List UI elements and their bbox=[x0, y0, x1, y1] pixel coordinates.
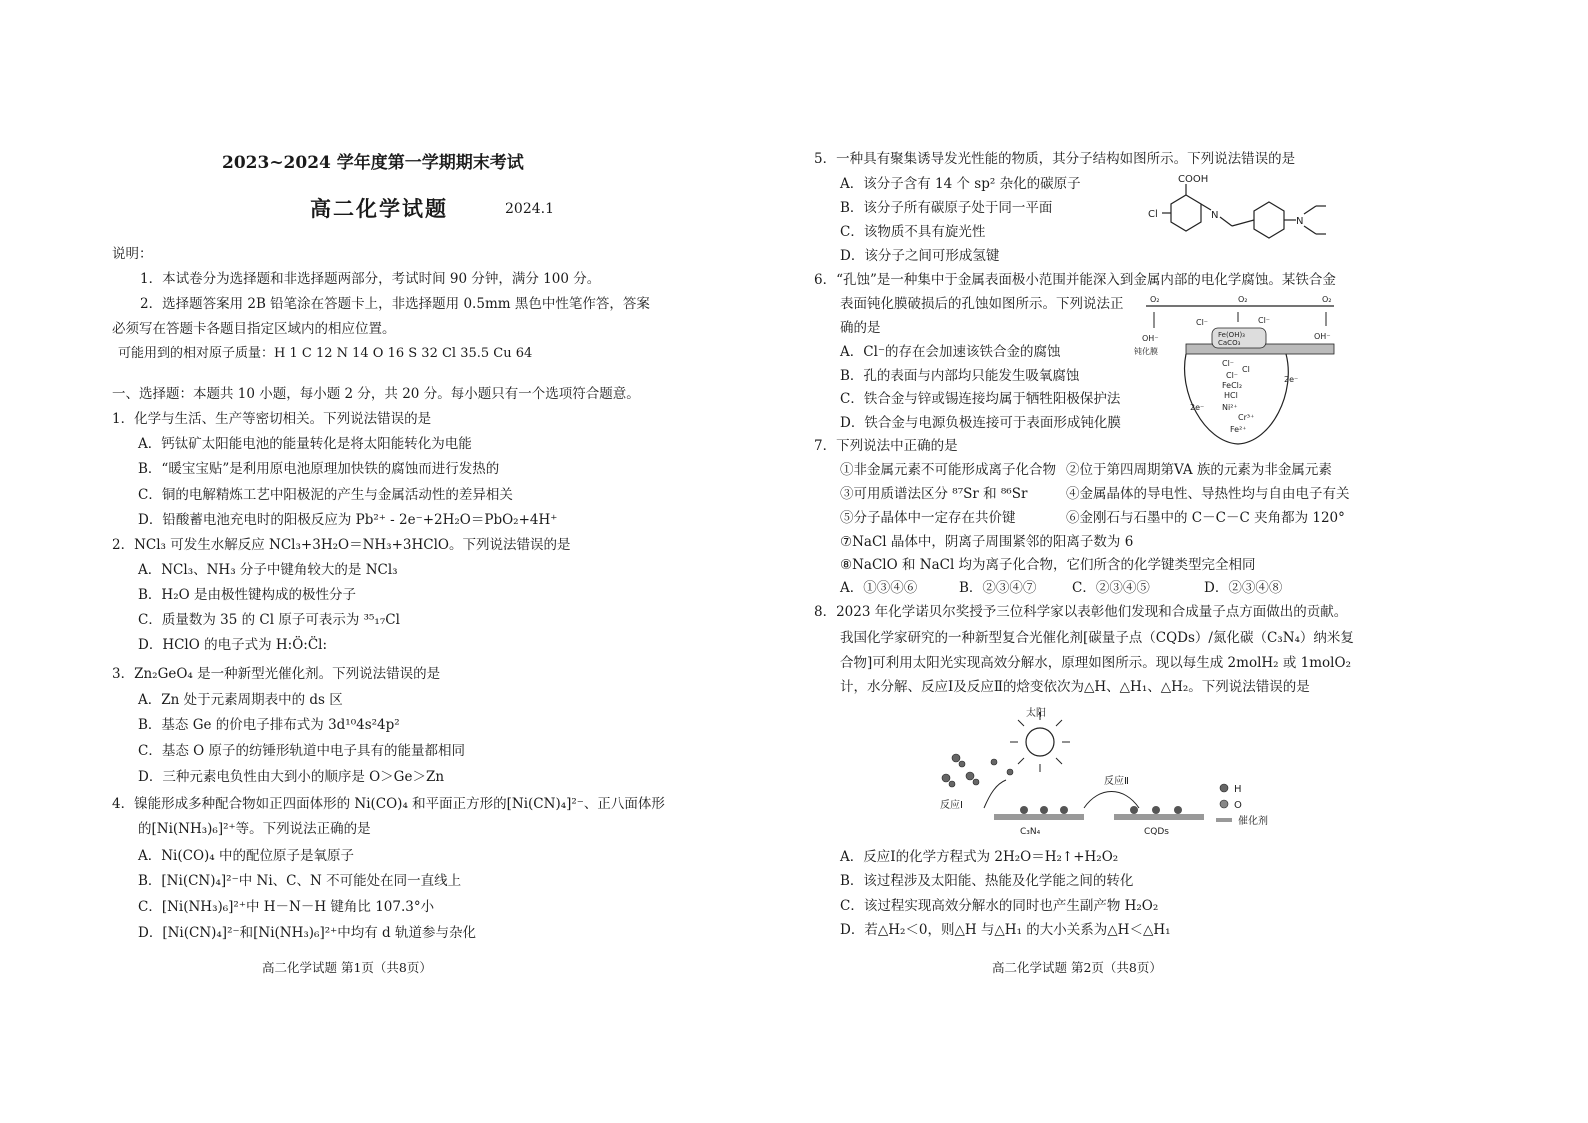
q8-option-b: B．该过程涉及太阳能、热能及化学能之间的转化 bbox=[840, 873, 1134, 889]
q3-option-c: C．基态 O 原子的纺锤形轨道中电子具有的能量都相同 bbox=[138, 743, 465, 759]
q5-option-b: B．该分子所有碳原子处于同一平面 bbox=[840, 200, 1053, 216]
reaction-2-label: 反应Ⅱ bbox=[1104, 776, 1129, 787]
q8-stem-4: 计，水分解、反应Ⅰ及反应Ⅱ的焓变依次为△H、△H₁、△H₂。下列说法错误的是 bbox=[840, 679, 1310, 695]
q4-option-a: A．Ni(CO)₄ 中的配位原子是氧原子 bbox=[138, 848, 355, 864]
q3-option-b: B．基态 Ge 的价电子排布式为 3d¹⁰4s²4p² bbox=[138, 717, 400, 733]
legend-catalyst-icon bbox=[1216, 818, 1232, 822]
ni-label: Ni²⁺ bbox=[1222, 403, 1238, 412]
reaction-1-label: 反应Ⅰ bbox=[940, 800, 963, 811]
q7-statement-2: ②位于第四周期第VA 族的元素为非金属元素 bbox=[1066, 462, 1332, 478]
q4-option-d: D．[Ni(CN)₄]²⁻和[Ni(NH₃)₆]²⁺中均有 d 轨道参与杂化 bbox=[138, 925, 476, 941]
n-amine-label: N bbox=[1296, 216, 1304, 227]
sun-label: 太阳 bbox=[1026, 708, 1046, 719]
q2-stem: 2．NCl₃ 可发生水解反应 NCl₃+3H₂O＝NH₃+3HClO。下列说法错误的是 bbox=[112, 537, 571, 553]
q7-statement-8: ⑧NaClO 和 NaCl 均为离子化合物，它们所含的化学键类型完全相同 bbox=[840, 557, 1256, 573]
o2-label-3: O₂ bbox=[1322, 295, 1332, 304]
q8-option-c: C．该过程实现高效分解水的同时也产生副产物 H₂O₂ bbox=[840, 898, 1159, 914]
q7-statement-6: ⑥金刚石与石墨中的 C－C－C 夹角都为 120° bbox=[1066, 510, 1345, 526]
legend-catalyst-label: 催化剂 bbox=[1238, 816, 1268, 827]
deposit-label-2: CaCO₃ bbox=[1218, 339, 1241, 347]
cqds-label: CQDs bbox=[1144, 827, 1169, 837]
electron-label-right: 2e⁻ bbox=[1284, 375, 1299, 384]
q3-option-a: A．Zn 处于元素周期表中的 ds 区 bbox=[138, 692, 343, 708]
q7-option-b: B．②③④⑦ bbox=[959, 580, 1037, 596]
cr-label: Cr³⁺ bbox=[1238, 413, 1255, 422]
benzene-ring-right bbox=[1254, 202, 1284, 238]
n-imine-label: N bbox=[1211, 210, 1219, 221]
legend-o-label: O bbox=[1234, 800, 1242, 811]
cl-label-2: Cl⁻ bbox=[1258, 316, 1271, 325]
q6-stem-3: 确的是 bbox=[840, 320, 881, 336]
q6-option-a: A．Cl⁻的存在会加速该铁合金的腐蚀 bbox=[840, 344, 1061, 360]
q1-option-d: D．铅酸蓄电池充电时的阳极反应为 Pb²⁺ - 2e⁻+2H₂O＝PbO₂+4H⁺ bbox=[138, 512, 558, 528]
q8-stem-3: 合物]可利用太阳光实现高效分解水，原理如图所示。现以每生成 2molH₂ 或 1molO₂ bbox=[840, 655, 1351, 671]
c3n4-substrate bbox=[994, 814, 1084, 820]
instruction-2-cont: 必须写在答题卡各题目指定区域内的相应位置。 bbox=[112, 321, 396, 337]
molecule-structure-figure bbox=[1144, 170, 1344, 250]
q6-stem-1: 6．“孔蚀”是一种集中于金属表面极小范围并能深入到金属内部的电化学腐蚀。某铁合金 bbox=[814, 272, 1336, 288]
q4-option-c: C．[Ni(NH₃)₆]²⁺中 H－N－H 键角比 107.3°小 bbox=[138, 899, 435, 915]
exam-date: 2024.1 bbox=[505, 201, 554, 217]
q7-statement-7: ⑦NaCl 晶体中，阴离子周围紧邻的阳离子数为 6 bbox=[840, 534, 1134, 550]
q8-option-d: D．若△H₂＜0，则△H 与△H₁ 的大小关系为△H＜△H₁ bbox=[840, 922, 1171, 938]
cl-label: Cl bbox=[1148, 209, 1158, 220]
q8-stem-2: 我国化学家研究的一种新型复合光催化剂[碳量子点（CQDs）/氮化碳（C₃N₄）纳米复 bbox=[840, 630, 1354, 646]
q6-stem-2: 表面钝化膜破损后的孔蚀如图所示。下列说法正 bbox=[840, 296, 1124, 312]
q4-option-b: B．[Ni(CN)₄]²⁻中 Ni、C、N 不可能处在同一直线上 bbox=[138, 873, 462, 889]
instruction-1: 1．本试卷分为选择题和非选择题两部分，考试时间 90 分钟，满分 100 分。 bbox=[140, 271, 601, 287]
deposit-label-1: Fe(OH)₃ bbox=[1218, 331, 1245, 339]
o2-label-2: O₂ bbox=[1238, 295, 1248, 304]
fe-label: Fe²⁺ bbox=[1230, 425, 1247, 434]
q2-option-d: D．HClO 的电子式为 H:Ö:C̈l: bbox=[138, 637, 328, 653]
q7-statement-1: ①非金属元素不可能形成离子化合物 bbox=[840, 462, 1056, 478]
q1-stem: 1．化学与生活、生产等密切相关。下列说法错误的是 bbox=[112, 411, 432, 427]
cooh-label: COOH bbox=[1178, 174, 1209, 185]
q2-option-a: A．NCl₃、NH₃ 分子中键角较大的是 NCl₃ bbox=[138, 562, 398, 578]
right-page bbox=[794, 0, 1588, 1123]
q5-stem: 5．一种具有聚集诱导发光性能的物质，其分子结构如图所示。下列说法错误的是 bbox=[814, 151, 1296, 167]
q4-stem-2: 的[Ni(NH₃)₆]²⁺等。下列说法正确的是 bbox=[138, 821, 371, 837]
q6-option-b: B．孔的表面与内部均只能发生吸氧腐蚀 bbox=[840, 368, 1080, 384]
legend-h-icon bbox=[1220, 784, 1228, 792]
atomic-masses: 可能用到的相对原子质量：H 1 C 12 N 14 O 16 S 32 Cl 35.5 Cu 64 bbox=[118, 346, 533, 361]
benzene-ring-left bbox=[1171, 195, 1201, 231]
q1-option-b: B．“暖宝宝贴”是利用原电池原理加快铁的腐蚀而进行发热的 bbox=[138, 461, 500, 477]
section-1-heading: 一、选择题：本题共 10 小题，每小题 2 分，共 20 分。每小题只有一个选项符合题意。 bbox=[112, 386, 640, 402]
legend-h-label: H bbox=[1234, 784, 1242, 795]
q1-option-a: A．钙钛矿太阳能电池的能量转化是将太阳能转化为电能 bbox=[138, 436, 472, 452]
pitting-corrosion-figure bbox=[1134, 292, 1344, 452]
q7-option-c: C．②③④⑤ bbox=[1072, 580, 1150, 596]
cqds-substrate bbox=[1114, 814, 1204, 820]
q6-option-c: C．铁合金与锌或锡连接均属于牺牲阳极保护法 bbox=[840, 391, 1121, 407]
q2-option-c: C．质量数为 35 的 Cl 原子可表示为 ³⁵₁₇Cl bbox=[138, 612, 400, 628]
q7-statement-5: ⑤分子晶体中一定存在共价键 bbox=[840, 510, 1016, 526]
exam-title: 2023~2024 学年度第一学期期末考试 bbox=[222, 153, 524, 173]
cl-label-3: Cl⁻ bbox=[1222, 359, 1235, 368]
legend-o-icon bbox=[1220, 800, 1228, 808]
q6-option-d: D．铁合金与电源负极连接可于表面形成钝化膜 bbox=[840, 415, 1121, 431]
cl-label-4: Cl bbox=[1242, 365, 1250, 374]
c3n4-label: C₃N₄ bbox=[1020, 827, 1041, 837]
oh-label-right: OH⁻ bbox=[1314, 332, 1331, 341]
q7-statement-3: ③可用质谱法区分 ⁸⁷Sr 和 ⁸⁶Sr bbox=[840, 486, 1028, 502]
electron-label-left: 2e⁻ bbox=[1190, 403, 1205, 412]
q4-stem-1: 4．镍能形成多种配合物如正四面体形的 Ni(CO)₄ 和平面正方形的[Ni(CN)₄]²⁻、正八面体形 bbox=[112, 796, 665, 812]
q2-option-b: B．H₂O 是由极性键构成的极性分子 bbox=[138, 587, 356, 603]
hcl-label: HCl bbox=[1224, 391, 1238, 400]
passive-film-label: 钝化膜 bbox=[1134, 347, 1158, 356]
q7-option-a: A．①③④⑥ bbox=[840, 580, 918, 596]
page-footer-2: 高二化学试题 第2页（共8页） bbox=[992, 960, 1162, 975]
q7-option-d: D．②③④⑧ bbox=[1204, 580, 1283, 596]
reaction-2-arrow bbox=[1084, 792, 1139, 809]
instructions-heading: 说明： bbox=[112, 246, 153, 262]
q5-option-c: C．该物质不具有旋光性 bbox=[840, 224, 986, 240]
q8-option-a: A．反应Ⅰ的化学方程式为 2H₂O＝H₂↑+H₂O₂ bbox=[840, 849, 1119, 865]
catalyst-particles bbox=[1020, 806, 1182, 814]
instruction-2: 2．选择题答案用 2B 铅笔涂在答题卡上，非选择题用 0.5mm 黑色中性笔作答，答案 bbox=[140, 296, 650, 312]
page-footer-1: 高二化学试题 第1页（共8页） bbox=[262, 960, 432, 975]
q7-statement-4: ④金属晶体的导电性、导热性均与自由电子有关 bbox=[1066, 486, 1350, 502]
subject-title: 高二化学试题 bbox=[310, 196, 448, 221]
sun-icon bbox=[1026, 728, 1054, 756]
photocatalysis-figure bbox=[934, 702, 1274, 842]
cl-label-5: Cl⁻ bbox=[1226, 371, 1239, 380]
oh-label-left: OH⁻ bbox=[1142, 334, 1159, 343]
fecl2-label: FeCl₂ bbox=[1222, 381, 1243, 390]
q1-option-c: C．铜的电解精炼工艺中阳极泥的产生与金属活动性的差异相关 bbox=[138, 487, 513, 503]
q3-stem: 3．Zn₂GeO₄ 是一种新型光催化剂。下列说法错误的是 bbox=[112, 666, 441, 682]
cl-label-1: Cl⁻ bbox=[1196, 318, 1209, 327]
o2-label-1: O₂ bbox=[1150, 295, 1160, 304]
q7-stem: 7．下列说法中正确的是 bbox=[814, 438, 958, 454]
q5-option-a: A．该分子含有 14 个 sp² 杂化的碳原子 bbox=[840, 176, 1081, 192]
q5-option-d: D．该分子之间可形成氢键 bbox=[840, 248, 1000, 264]
q3-option-d: D．三种元素电负性由大到小的顺序是 O＞Ge＞Zn bbox=[138, 769, 445, 785]
q8-stem-1: 8．2023 年化学诺贝尔奖授予三位科学家以表彰他们发现和合成量子点方面做出的贡献。 bbox=[814, 604, 1348, 620]
